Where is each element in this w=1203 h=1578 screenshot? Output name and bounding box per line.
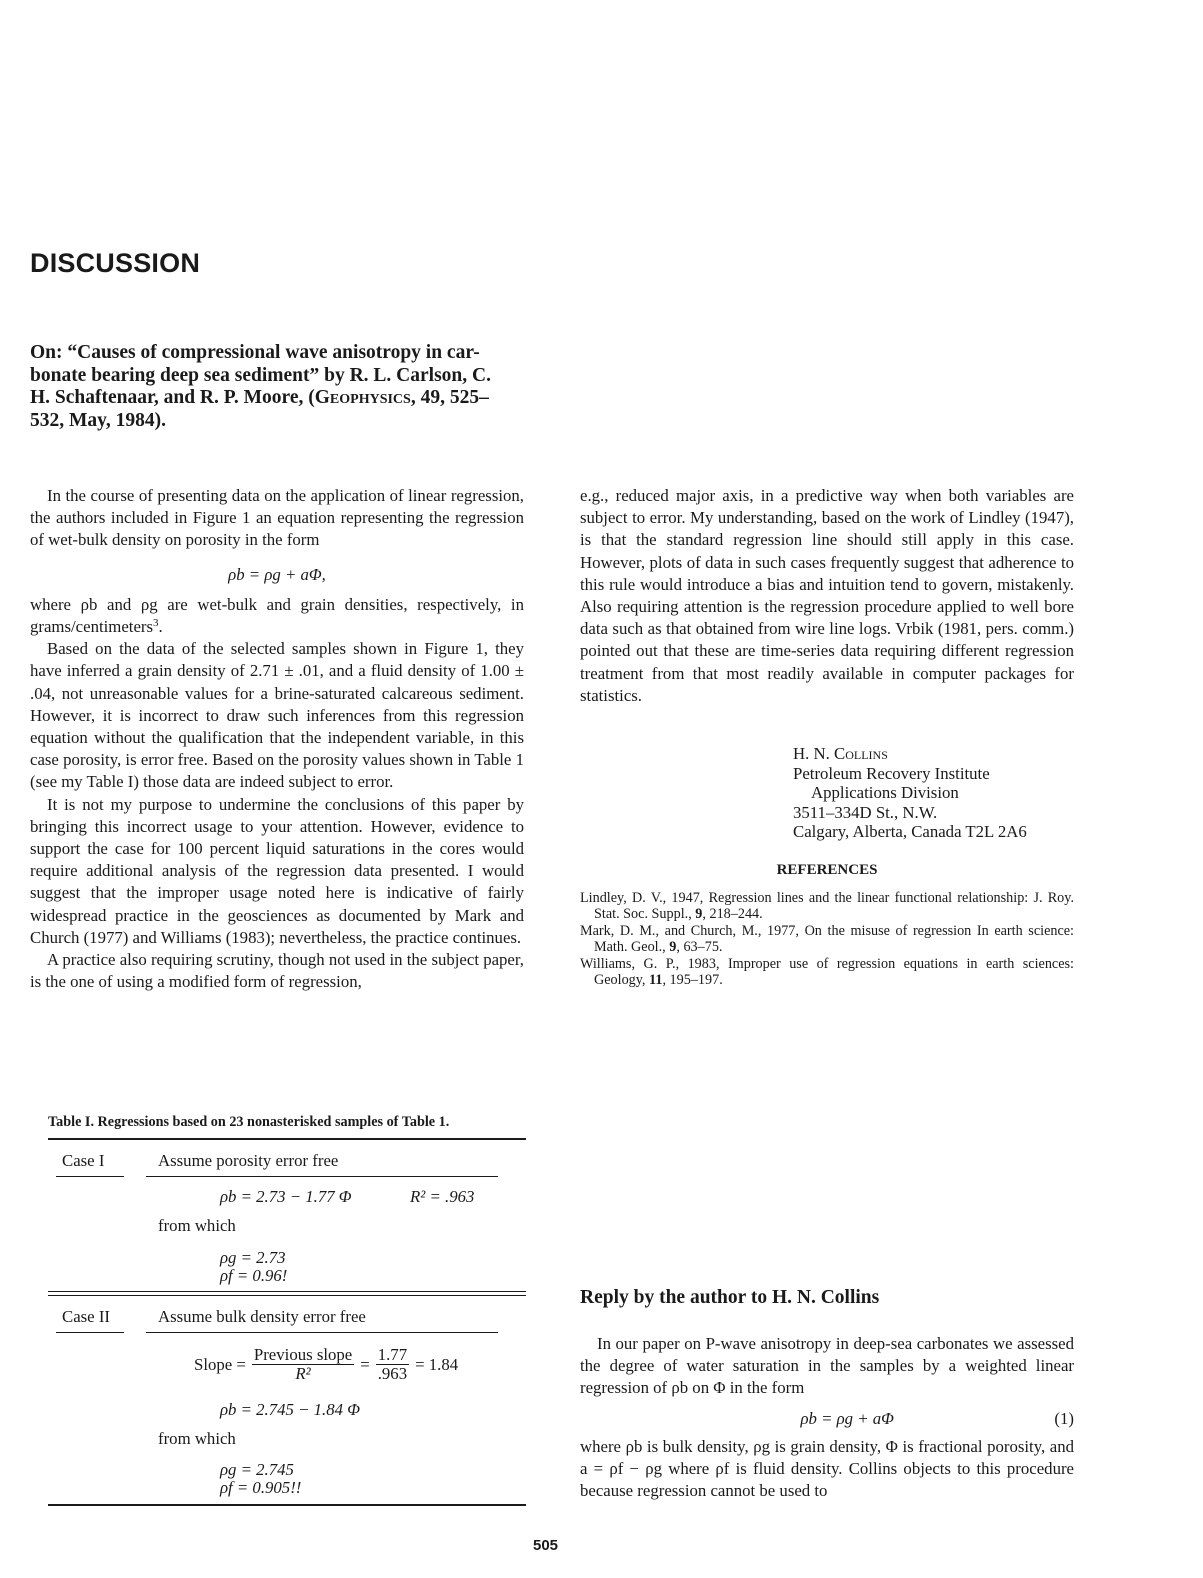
- paragraph: In our paper on P-wave anisotropy in deep-sea carbonates we assessed the degree of water saturation in the samples by a weighted linear regression of ρb on Φ in the form: [580, 1334, 1074, 1398]
- case1-r2: R² = .963: [410, 1187, 475, 1206]
- section-heading: DISCUSSION: [30, 248, 201, 278]
- equation-1: ρb = ρg + aΦ (1): [800, 1408, 1074, 1428]
- paragraph: A practice also requiring scrutiny, though not used in the subject paper, is the one of using a modified form of regression,: [30, 950, 524, 992]
- table-caption: Table I. Regressions based on 23 nonasterisked samples of Table 1.: [48, 1114, 450, 1130]
- paragraph: where ρb and ρg are wet-bulk and grain densities, respectively, in grams/centimeters$^3$.: [30, 594, 524, 637]
- left-column: [30, 485, 524, 993]
- references-heading: REFERENCES: [776, 862, 878, 878]
- reference-item: Mark, D. M., and Church, M., 1977, On the misuse of regression In earth science: Math. Geol., 9, 63–75.: [580, 922, 1074, 956]
- fraction: $\frac{1.77}{.963}$: [377, 1345, 408, 1383]
- case2-assumption: Assume bulk density error free: [158, 1307, 366, 1326]
- double-rule: [48, 1295, 526, 1296]
- author-name: H. N. Collins: [793, 744, 888, 763]
- rule: [56, 1332, 124, 1333]
- from-which: from which: [158, 1429, 236, 1448]
- rule: [146, 1176, 498, 1177]
- fraction: $\frac{\text{Previous slope}}{\text{R²}}$: [253, 1345, 353, 1383]
- author-address: H. N. Collins Petroleum Recovery Institute Applications Division 3511–334D St., N.W. Calgary, Alberta, Canada T2L 2A6: [793, 744, 1027, 841]
- case1-rho-f: ρf = 0.96!: [220, 1266, 288, 1285]
- double-rule: [48, 1291, 526, 1292]
- case2-rho-f: ρf = 0.905!!: [220, 1478, 302, 1497]
- discussion-title: On: “Causes of compressional wave anisotropy in car- bonate bearing deep sea sediment” by R. L. Carlson, C. H. Schaftenaar, and R. P. Moore, (Geophysics, 49, 525– 532, May, 1984).: [30, 342, 491, 431]
- paragraph: Based on the data of the selected samples shown in Figure 1, they have inferred a grain density of 2.71 ± .01, and a fluid density of 1.00 ± .04, not unreasonable values for a brine-saturated calcareous sediment. However, it is incorrect to draw such inferences from this regression equation without the qualification that the independent variable, in this case porosity, is error free. Based on the porosity values shown in Table 1 (see my Table I) those data are indeed subject to error.: [30, 639, 524, 792]
- case1-equation: ρb = 2.73 − 1.77 Φ: [220, 1187, 352, 1206]
- case2-label: Case II: [62, 1307, 110, 1326]
- reference-item: Williams, G. P., 1983, Improper use of regression equations in earth sciences: Geology, 11, 195–197.: [580, 955, 1074, 989]
- table-top-rule: [48, 1138, 526, 1140]
- reply-title: Reply by the author to H. N. Collins: [580, 1287, 880, 1308]
- slope-formula: Slope = $\frac{\text{Previous slope}}{\text{R²}}$ = $\frac{1.77}{.963}$ = 1.84: [194, 1345, 459, 1383]
- paragraph: where ρb is bulk density, ρg is grain density, Φ is fractional porosity, and a = ρf − ρg where ρf is fluid density. Collins objects to this procedure because regression cannot be used to: [580, 1436, 1074, 1501]
- table-bottom-rule: [48, 1504, 526, 1506]
- paragraph: It is not my purpose to undermine the conclusions of this paper by bringing this incorrect usage to your attention. However, evidence to support the case for 100 percent liquid saturations in the cores would require additional analysis of the regression data presented. I would suggest that the improper usage noted here is indicative of fairly widespread practice in the geosciences as documented by Mark and Church (1977) and Williams (1983); nevertheless, the practice continues.: [30, 794, 524, 947]
- page-number: 505: [533, 1537, 559, 1554]
- reply-column: [580, 1333, 1074, 1502]
- regression-table: [48, 1138, 526, 1508]
- paragraph: In the course of presenting data on the application of linear regression, the authors included in Figure 1 an equation representing the regression of wet-bulk density on porosity in the form: [30, 486, 524, 550]
- case1-rho-g: ρg = 2.73: [220, 1248, 286, 1267]
- from-which: from which: [158, 1216, 236, 1235]
- rule: [56, 1176, 124, 1177]
- case1-label: Case I: [62, 1151, 105, 1170]
- rule: [146, 1332, 498, 1333]
- right-column: [580, 485, 1074, 707]
- references-list: [580, 890, 1074, 988]
- paragraph: e.g., reduced major axis, in a predictive way when both variables are subject to error. My understanding, based on the work of Lindley (1947), is that the standard regression line should still apply in this case. However, plots of data in such cases frequently suggest that adherence to this rule would introduce a bias and intuition tend to govern, mistakenly. Also requiring attention is the regression procedure applied to well bore data such as that obtained from wire line logs. Vrbik (1981, pers. comm.) pointed out that these are time-series data requiring different regression treatment from that most readily available in computer packages for statistics.: [580, 486, 1074, 705]
- case1-assumption: Assume porosity error free: [158, 1151, 339, 1170]
- equation: ρb = ρg + aΦ,: [228, 564, 326, 584]
- reference-item: Lindley, D. V., 1947, Regression lines and the linear functional relationship: J. Roy. Stat. Soc. Suppl., 9, 218–244.: [580, 890, 1074, 923]
- case2-equation: ρb = 2.745 − 1.84 Φ: [220, 1400, 360, 1419]
- case2-rho-g: ρg = 2.745: [220, 1460, 294, 1479]
